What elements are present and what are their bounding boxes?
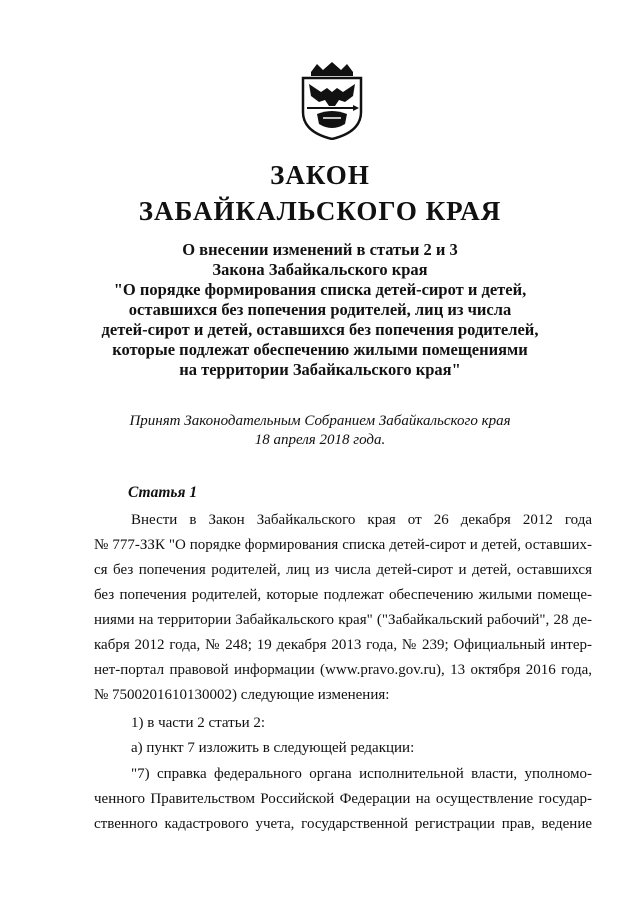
paragraph-line: Внести в Закон Забайкальского края от 26 декабря 2012 года [131, 512, 592, 528]
subtitle-line: детей-сирот и детей, оставшихся без попечения родителей, [101, 320, 539, 339]
list-item [94, 736, 592, 761]
paragraph-line: № 777-ЗЗК "О порядке формирования списка детей-сирот и детей, оставших- [94, 537, 592, 553]
subtitle-line: Закона Забайкальского края [212, 260, 428, 279]
paragraph-line: ченного Правительством Российской Федерации на осуществление государ- [94, 791, 592, 807]
paragraph-line: ственного кадастрового учета, государственной регистрации прав, ведение [94, 816, 592, 832]
paragraph-line: ся без попечения родителей, лиц из числа детей-сирот и детей, оставшихся [94, 562, 592, 578]
paragraph-line: нет-портал правовой информации (www.pravo.gov.ru), 13 октября 2016 года, [94, 662, 592, 678]
subtitle-line: на территории Забайкальского края" [179, 360, 461, 379]
list-item-text: 1) в части 2 статьи 2: [131, 715, 266, 731]
list-item [94, 711, 592, 736]
article-paragraph [94, 508, 592, 708]
adoption-note [0, 412, 640, 450]
paragraph-line: кабря 2012 года, № 248; 19 декабря 2013 года, № 239; Официальный интер- [94, 637, 592, 653]
subtitle-line: "О порядке формирования списка детей-сирот и детей, [113, 280, 527, 299]
adoption-body: Принят Законодательным Собранием Забайкальского края [129, 413, 511, 429]
subtitle-line: О внесении изменений в статьи 2 и 3 [182, 240, 458, 259]
paragraph-line: без попечения родителей, которые подлежат обеспечению жилыми помеще- [94, 587, 592, 603]
list-item-text: а) пункт 7 изложить в следующей редакции: [131, 740, 415, 756]
article-heading: Статья 1 [128, 484, 198, 501]
law-subtitle [0, 240, 640, 380]
paragraph-line: № 7500201610130002) следующие изменения: [94, 687, 390, 703]
paragraph-line: "7) справка федерального органа исполнительной власти, уполномо- [131, 766, 592, 782]
law-region-title: ЗАБАЙКАЛЬСКОГО КРАЯ [138, 196, 502, 226]
coat-of-arms-icon [297, 62, 367, 140]
subtitle-line: которые подлежат обеспечению жилыми помещениями [112, 340, 528, 359]
subtitle-line: оставшихся без попечения родителей, лиц из числа [128, 300, 512, 319]
law-title: ЗАКОН [270, 160, 370, 190]
paragraph-line: ниями на территории Забайкальского края" ("Забайкальский рабочий", 28 де- [94, 612, 592, 628]
quoted-paragraph [94, 762, 592, 837]
adoption-date: 18 апреля 2018 года. [254, 432, 386, 448]
